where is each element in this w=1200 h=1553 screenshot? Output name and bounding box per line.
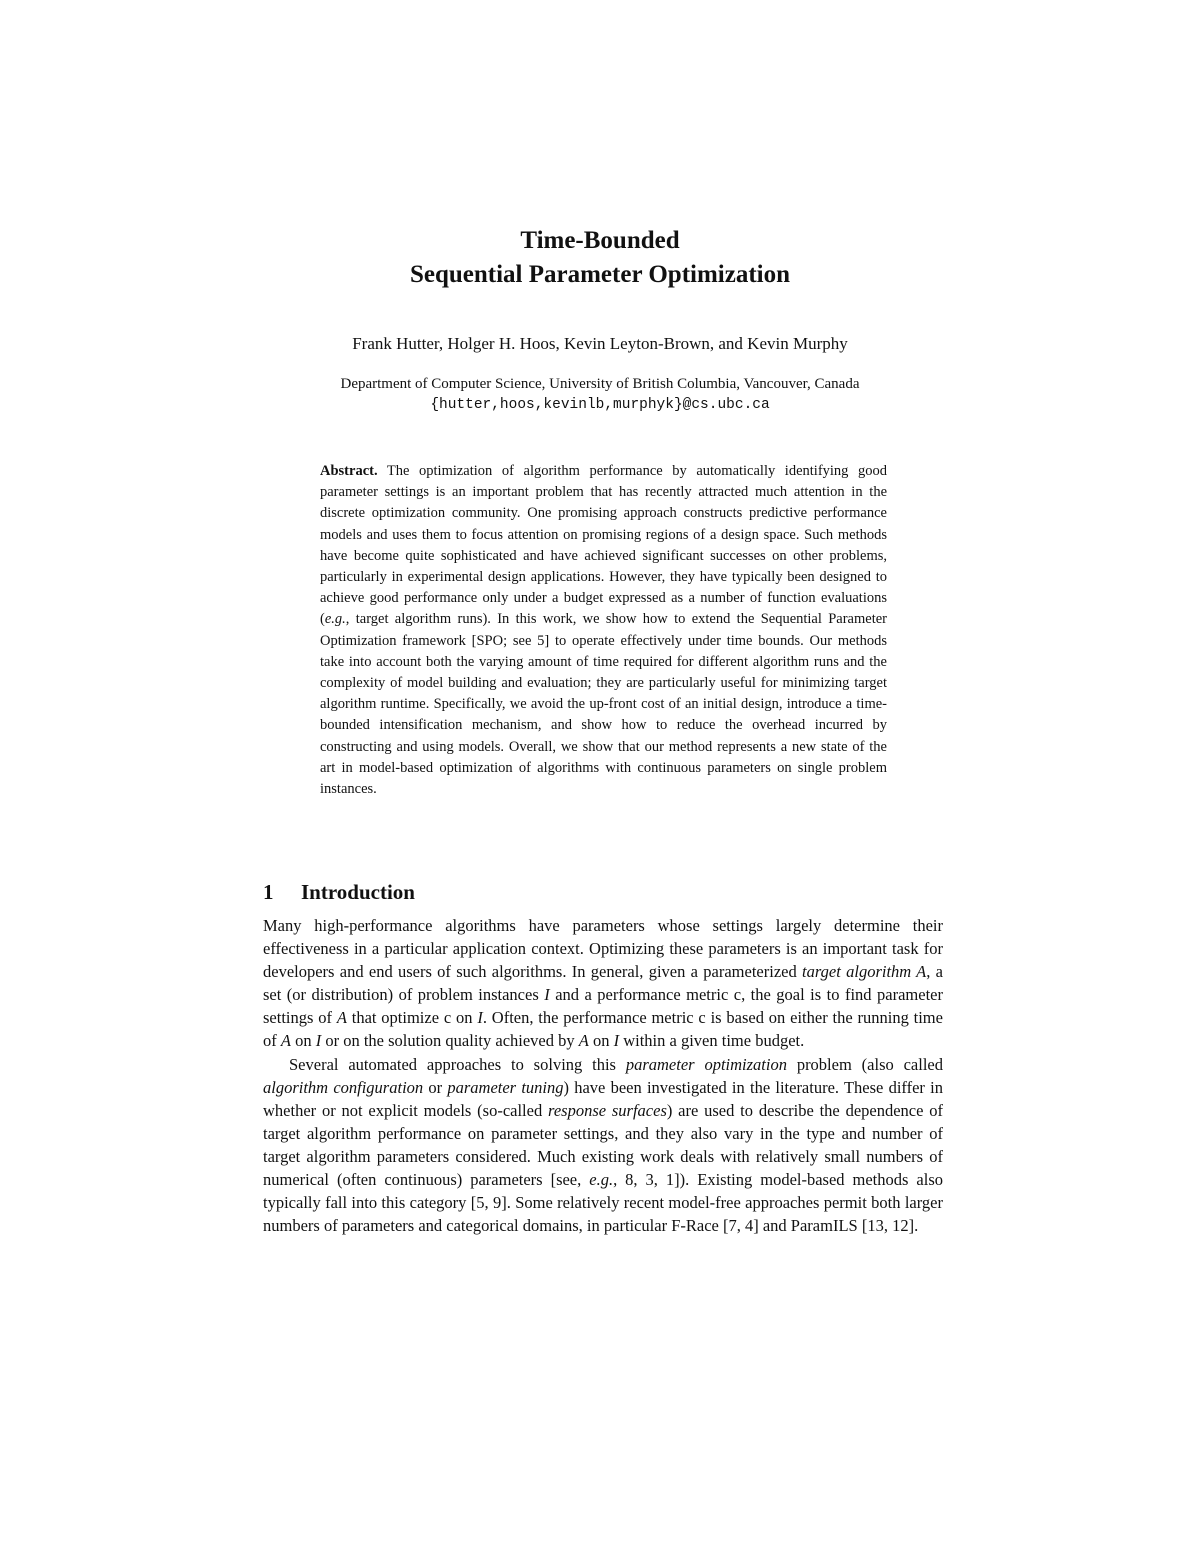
intro-paragraph-1 — [263, 914, 943, 1053]
p2-text: problem (also called — [786, 1054, 943, 1074]
p1-text: . Often, the performance metric c is based on either the running time of — [263, 1008, 943, 1051]
p1-math: A — [578, 1031, 589, 1051]
p1-text: on — [290, 1031, 316, 1051]
p1-text: or on the solution quality achieved by — [321, 1031, 579, 1051]
p1-text: and a performance metric c, the goal is to find parameter settings of — [263, 985, 943, 1028]
intro-paragraph-2 — [263, 1053, 943, 1238]
title-line-1: Time-Bounded — [520, 227, 680, 254]
abstract-text-2: , target algorithm runs). In this work, we show how to extend the Sequential Parameter Optimization framework [SPO; see 5] to operate effectively under time bounds. Our methods take into account both the varying amount of time required for different algorithm runs and the complexity of model building and evaluation; they are particularly useful for minimizing target algorithm runtime. Specifically, we avoid the up-front cost of an initial design, introduce a time-bounded intensification mechanism, and show how to reduce the overhead incurred by constructing and using models. Overall, we show that our method represents a new state of the art in model-based optimization of algorithms with continuous parameters on single problem instances. — [320, 611, 887, 798]
p2-emphasis: response surfaces — [548, 1100, 667, 1120]
section-heading — [263, 878, 415, 906]
p1-math: I — [544, 985, 550, 1005]
title-line-2: Sequential Parameter Optimization — [409, 261, 791, 288]
p2-text: , 8, 3, 1]). Existing model-based methods also typically fall into this category [5, 9]. Some relatively recent model-free approaches permit both larger numbers of parameters and categorical domains, in particular F-Race [7, 4] and ParamILS [13, 12]. — [263, 1170, 943, 1236]
p1-math: I — [315, 1031, 322, 1051]
p1-math: I — [477, 1008, 483, 1028]
p2-emphasis: e.g. — [589, 1170, 614, 1190]
p2-text: or — [423, 1077, 448, 1097]
p1-text: on — [588, 1031, 614, 1051]
paper-title — [0, 224, 1200, 292]
p1-emphasis: target algorithm A — [802, 962, 927, 982]
p1-text: , a set (or distribution) of problem instances — [263, 962, 944, 1005]
abstract-eg: e.g. — [324, 611, 346, 628]
abstract-text-1: The optimization of algorithm performance by automatically identifying good parameter settings is an important problem that has recently attracted much attention in the discrete optimization community. One promising approach constructs predictive performance models and uses them to focus attention on promising regions of a design space. Such methods have become quite sophisticated and have achieved significant successes on other problems, particularly in experimental design applications. However, they have typically been designed to achieve good performance only under a budget expressed as a number of function evaluations ( — [320, 463, 887, 628]
author-emails: {hutter,hoos,kevinlb,murphyk}@cs.ubc.ca — [430, 397, 770, 413]
introduction-body — [263, 914, 943, 1237]
p1-text: that optimize c on — [346, 1008, 478, 1028]
affiliation-block — [0, 374, 1200, 416]
abstract — [320, 461, 887, 800]
affiliation-text: Department of Computer Science, University of British Columbia, Vancouver, Canada — [340, 376, 860, 392]
abstract-label: Abstract. — [320, 463, 378, 479]
section-title: Introduction — [301, 880, 415, 904]
p1-text: within a given time budget. — [619, 1031, 805, 1051]
p2-emphasis: parameter optimization — [625, 1054, 787, 1074]
p1-math: A — [336, 1008, 347, 1028]
p2-text: Several automated approaches to solving this — [289, 1054, 626, 1074]
p1-math: A — [280, 1031, 291, 1051]
p2-text: ) are used to describe the dependence of target algorithm performance on parameter settings, and they also vary in the type and number of target algorithm parameters considered. Much existing work deals with relatively small numbers of numerical (often continuous) parameters [see, — [263, 1100, 943, 1190]
author-list: Frank Hutter, Holger H. Hoos, Kevin Leyton-Brown, and Kevin Murphy — [352, 334, 848, 353]
p1-math: I — [613, 1031, 620, 1051]
p2-text: ) have been investigated in the literature. These differ in whether or not explicit models (so-called — [263, 1077, 943, 1120]
section-number: 1 — [263, 880, 274, 904]
p2-emphasis: parameter tuning — [447, 1077, 564, 1097]
p1-text: Many high-performance algorithms have parameters whose settings largely determine their effectiveness in a particular application context. Optimizing these parameters is an important task for developers and end users of such algorithms. In general, given a parameterized — [263, 916, 943, 982]
p2-emphasis: algorithm configuration — [263, 1077, 424, 1097]
